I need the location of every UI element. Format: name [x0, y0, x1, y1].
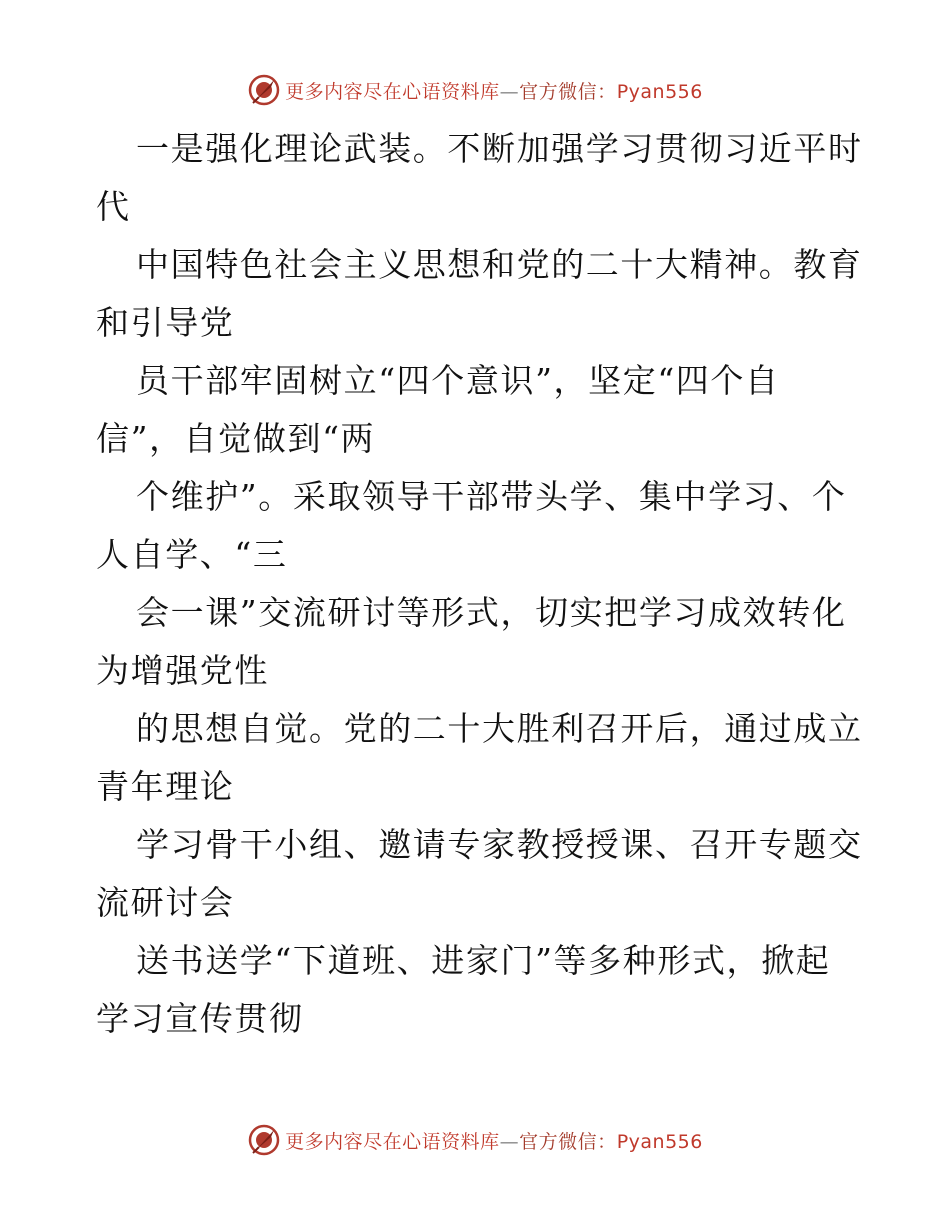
body-line: 的思想自觉。党的二十大胜利召开后，通过成立: [136, 709, 863, 748]
watermark-dash: —: [499, 80, 520, 103]
watermark-site-text: 更多内容尽在心语资料库: [285, 80, 500, 103]
header-watermark: [0, 72, 950, 108]
body-line: 一是强化理论武装。不断加强学习贯彻习近平时: [136, 129, 863, 168]
body-line: 送书送学“下道班、进家门”等多种形式，掀起: [136, 941, 831, 980]
body-line: 会一课”交流研讨等形式，切实把学习成效转化: [136, 593, 847, 632]
watermark-wechat-id: Pyan556: [616, 80, 703, 103]
body-line: 代: [96, 187, 131, 226]
quill-circle-logo-icon: [247, 1123, 281, 1157]
body-line: 学习骨干小组、邀请专家教授授课、召开专题交: [136, 825, 863, 864]
quill-circle-logo-icon: [247, 73, 281, 107]
watermark-wechat-label: 官方微信：: [519, 1130, 617, 1153]
watermark-wechat-label: 官方微信：: [519, 80, 617, 103]
watermark-wechat-id: Pyan556: [616, 1130, 703, 1153]
footer-watermark: [0, 1122, 950, 1158]
document-body: [96, 120, 866, 1048]
watermark-text: [285, 77, 703, 104]
body-line: 和引导党: [96, 303, 235, 342]
watermark-dash: —: [499, 1130, 520, 1153]
body-line: 信”，自觉做到“两: [96, 419, 376, 458]
body-line: 流研讨会: [96, 883, 235, 922]
body-line: 青年理论: [96, 767, 235, 806]
body-line: 为增强党性: [96, 651, 269, 690]
body-line: 个维护”。采取领导干部带头学、集中学习、个: [136, 477, 847, 516]
body-line: 中国特色社会主义思想和党的二十大精神。教育: [136, 245, 863, 284]
body-line: 员干部牢固树立“四个意识”，坚定“四个自: [136, 361, 780, 400]
watermark-text: [285, 1127, 703, 1154]
watermark-site-text: 更多内容尽在心语资料库: [285, 1130, 500, 1153]
body-line: 人自学、“三: [96, 535, 288, 574]
body-line: 学习宣传贯彻: [96, 999, 304, 1038]
